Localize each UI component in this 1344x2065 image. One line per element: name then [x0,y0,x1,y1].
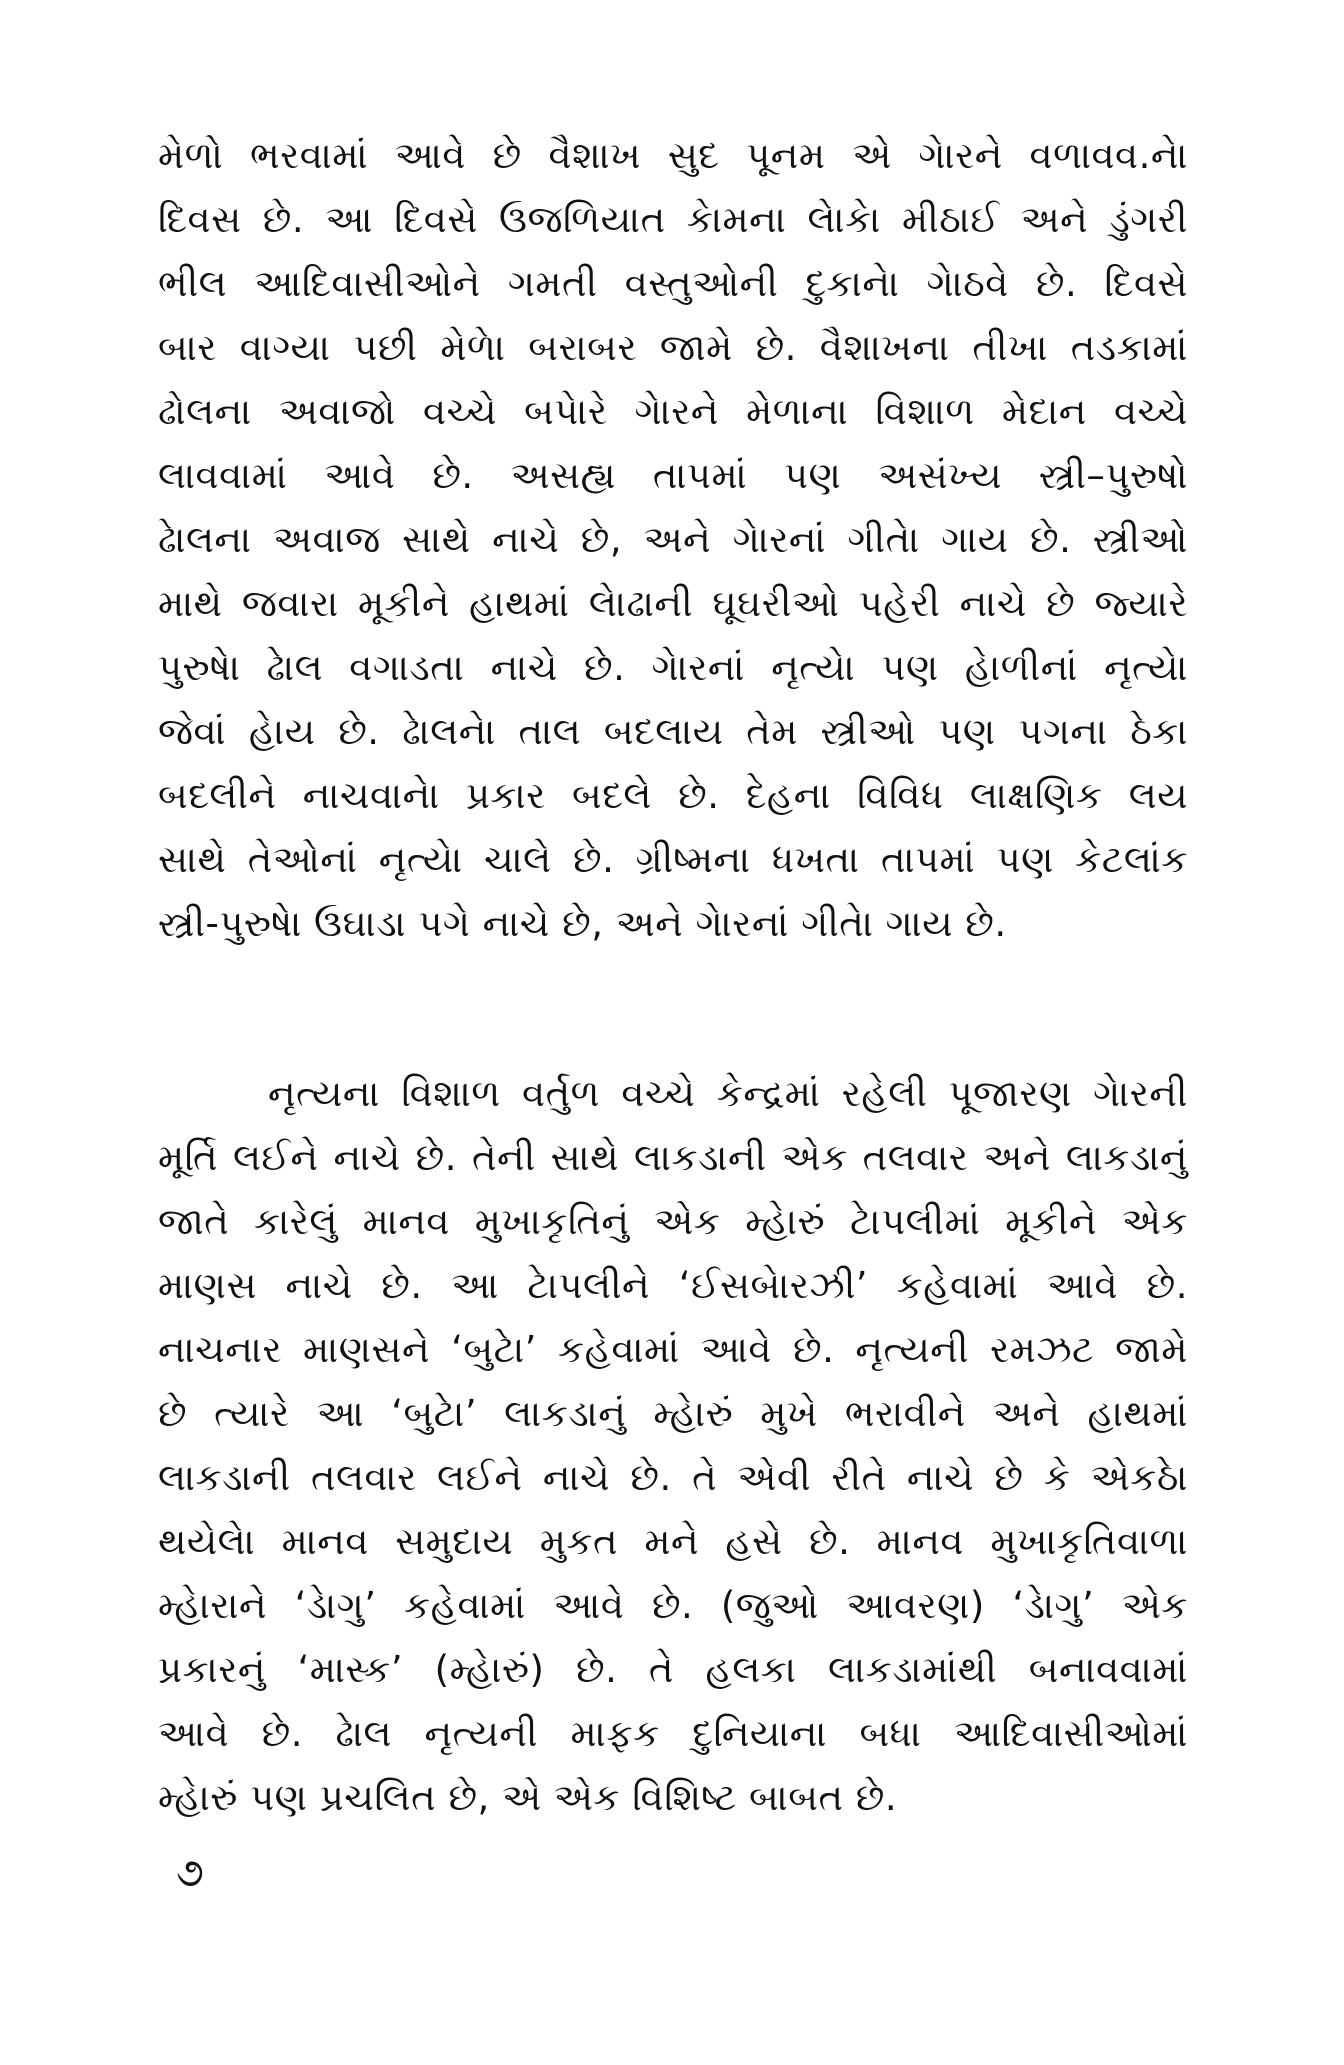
text-line: દિવસ છે. આ દિવસે ઉજળિયાત કેામના લેાકેા મીઠાઈ અને ડુંગરી [158,198,1188,241]
page-number: ૭ [176,1850,204,1896]
text-line: મૂર્તિ લઈને નાચે છે. તેની સાથે લાકડાની એક તલવાર અને લાકડાનું [158,1136,1188,1179]
text-line: નૃત્યના વિશાળ વર્તુળ વચ્ચે કેન્દ્રમાં રહેલી પૂજારણ ગેારની [268,1072,1188,1115]
paragraph-2 [158,1062,1188,1830]
text-line: માથે જવારા મૂકીને હાથમાં લેાઢાની ઘૂઘરીઓ પહેરી નાચે છે જ્યારે [158,582,1188,625]
text-line: લાકડાની તલવાર લઈને નાચે છે. તે એવી રીતે નાચે છે કે એકઠેા [158,1456,1188,1499]
text-line: જેવાં હેાય છે. ઢેાલનેા તાલ બદલાય તેમ સ્ત્રીઓ પણ પગના ઠેકા [158,710,1188,753]
paragraph-1 [158,124,1188,956]
text-line: પ્રકારનું ‘માસ્ક’ (મ્હેારું) છે. તે હલકા લાકડામાંથી બનાવવામાં [158,1648,1188,1691]
text-line: ભીલ આદિવાસીઓને ગમતી વસ્તુઓની દુકાનેા ગેાઠવે છે. દિવસે [158,262,1188,305]
text-line: સ્ત્રી-પુરુષેા ઉઘાડા પગે નાચે છે, અને ગેારનાં ગીતેા ગાય છે. [158,902,1007,945]
text-line: નાચનાર માણસને ‘બુટેા’ કહેવામાં આવે છે. નૃત્યની રમઝટ જામે [158,1328,1188,1371]
text-line: બાર વાગ્યા પછી મેળેા બરાબર જામે છે. વૈશાખના તીખા તડકામાં [158,326,1188,369]
text-line: સાથે તેઓનાં નૃત્યેા ચાલે છે. ગ્રીષ્મના ધખતા તાપમાં પણ કેટલાંક [158,838,1188,881]
text-line: માણસ નાચે છે. આ ટેાપલીને ‘ઈસબેારઝી’ કહેવામાં આવે છે. [158,1264,1188,1307]
text-line: આવે છે. ઢેાલ નૃત્યની માફક દુનિયાના બધા આદિવાસીઓમાં [158,1712,1188,1755]
text-line: મ્હેારાને ‘ડેાગુ’ કહેવામાં આવે છે. (જુઓ આવરણ) ‘ડેાગુ’ એક [158,1584,1188,1627]
text-line: મ્હેારું પણ પ્રચલિત છે, એ એક વિશિષ્ટ બાબત છે. [158,1776,898,1819]
text-line: લાવવામાં આવે છે. અસહ્ય તાપમાં પણ અસંખ્ય સ્ત્રી–પુરુષો [158,454,1188,497]
text-line: ઢેાલના અવાજ સાથે નાચે છે, અને ગેારનાં ગીતેા ગાય છે. સ્ત્રીઓ [158,518,1188,561]
text-line: છે ત્યારે આ ‘બુટેા’ લાકડાનું મ્હેારું મુખે ભરાવીને અને હાથમાં [158,1392,1188,1435]
text-line: બદલીને નાચવાનેા પ્રકાર બદલે છે. દેહના વિવિધ લાક્ષણિક લય [158,774,1188,817]
text-line: ઢોલના અવાજો વચ્ચે બપેારે ગેારને મેળાના વિશાળ મેદાન વચ્ચે [158,390,1188,433]
text-line: જાતે કારેલું માનવ મુખાકૃતિનું એક મ્હેારું ટેાપલીમાં મૂકીને એક [158,1200,1188,1243]
text-line: થયેલેા માનવ સમુદાય મુકત મને હસે છે. માનવ મુખાકૃતિવાળા [158,1520,1188,1563]
text-line: મેળો ભરવામાં આવે છે વૈશાખ સુદ પૂનમ એ ગેારને વળાવવ.નેા [158,134,1188,177]
text-line: પુરુષેા ઢેાલ વગાડતા નાચે છે. ગેારનાં નૃત્યેા પણ હેાળીનાં નૃત્યેા [158,646,1188,689]
